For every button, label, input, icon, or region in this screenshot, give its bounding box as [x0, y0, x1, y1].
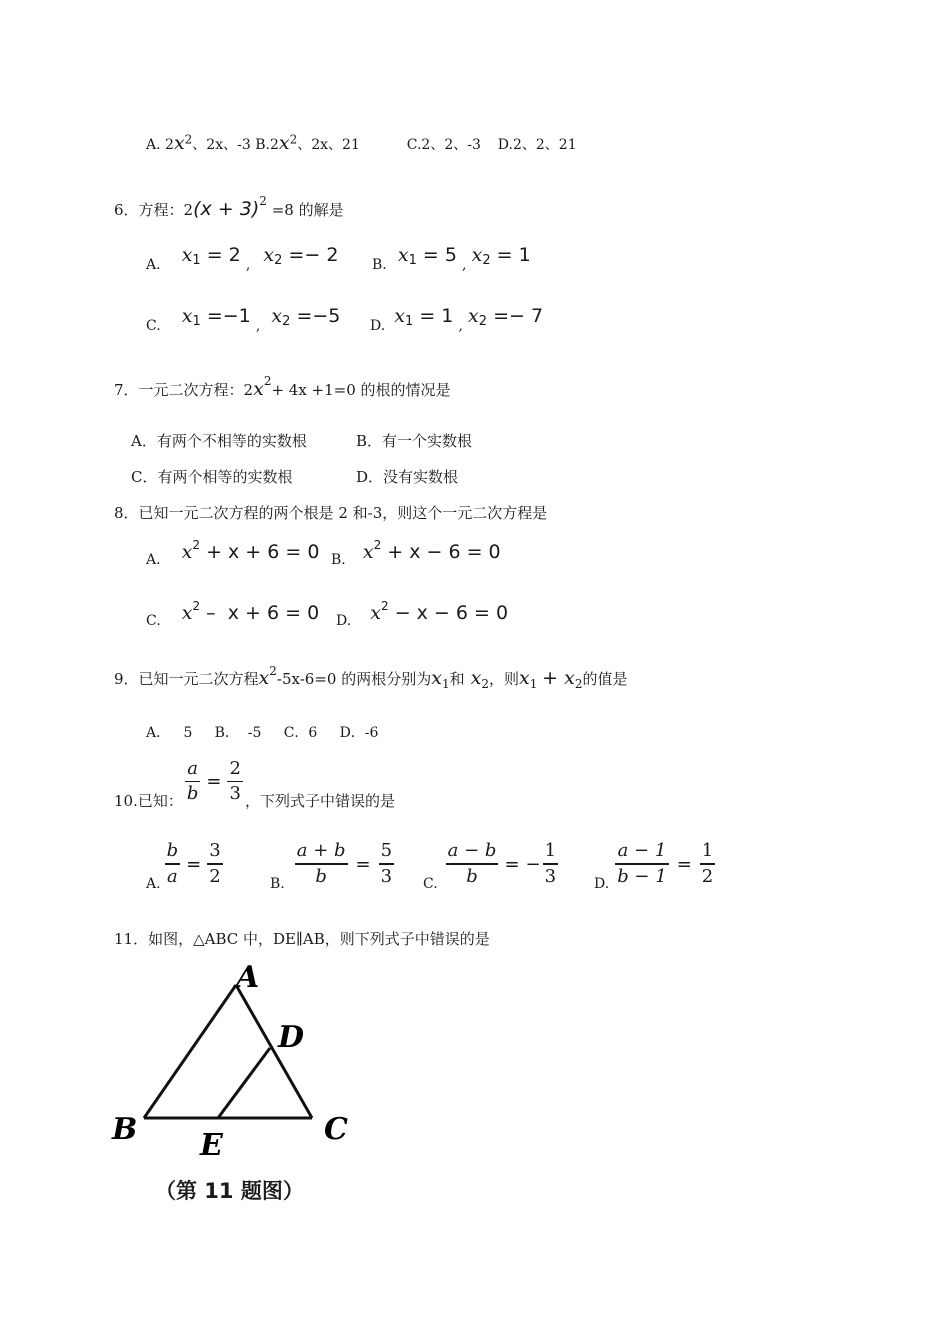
q7-option-a: A．有两个不相等的实数根 — [131, 432, 307, 450]
q10-option-d: D. $\frac{a - 1}{b - 1}$ = $\frac{1}{2}$ — [594, 840, 714, 892]
q10-option-b: B. $\frac{a + b}{b}$ = $\frac{5}{3}$ — [270, 840, 393, 892]
q5-a-label: A. — [146, 137, 161, 153]
segment-de — [218, 1048, 270, 1118]
q5-c-option: C.2、2、-3 — [406, 137, 481, 153]
q6-option-c: C. $x_1 =-1$ , $x_2 =-5$ — [146, 305, 341, 334]
q10-option-a: A. $\frac{b}{a}$ = $\frac{3}{2}$ — [146, 840, 221, 892]
q7-option-c: C．有两个相等的实数根 — [131, 468, 293, 486]
q5-b-label: B. — [255, 137, 270, 153]
q8-option-b: B. $x^2 + x - 6 = 0$ — [331, 538, 501, 568]
label-b: B — [112, 1112, 138, 1147]
q10-option-c: C. $\frac{a - b}{b}$ = − $\frac{1}{3}$ — [423, 840, 557, 892]
q7-option-b: B．有一个实数根 — [356, 432, 473, 450]
q10-given-right: $\frac{2}{3}$ — [229, 757, 241, 805]
label-d: D — [278, 1020, 305, 1055]
q8-stem: 8．已知一元二次方程的两个根是 2 和-3，则这个一元二次方程是 — [114, 504, 548, 522]
q8-option-c: C. $x^2 - x + 6 = 0$ — [146, 599, 320, 629]
q9-options: A． 5 B． -5 C．6 D．-6 — [146, 725, 379, 741]
q6-option-d: D. $x_1 = 1$ , $x_2 =- 7$ — [370, 305, 544, 334]
q5-options: A. $2x^2$、2x、-3 $B.2x^2$、2x、21 C.2、2、-3 D.2、2、21 — [146, 132, 577, 154]
q10-given-left: $\frac{a}{b}$ — [186, 757, 199, 805]
q9-stem: 9．已知一元二次方程$x^2-5x-6=0$ 的两根分别为$x_1$和 $x_2$，则$x_1 + x_2$的值是 — [114, 664, 628, 691]
edge-ab — [144, 985, 236, 1118]
q10-stem: 10.已知： $\frac{a}{b}$ = $\frac{2}{3}$ ，下列式子中错误的是 — [114, 757, 395, 810]
q11-stem: 11．如图，△ABC 中，DE∥AB，则下列式子中错误的是 — [114, 930, 490, 948]
q6-option-a: A. $x_1 = 2$ , $x_2 =- 2$ — [146, 244, 339, 273]
q6-option-b: B. $x_1 = 5$ , $x_2 = 1$ — [372, 244, 531, 273]
label-a: A — [236, 960, 260, 995]
q8-option-d: D. $x^2 - x - 6 = 0$ — [336, 599, 509, 629]
q8-option-a: A. $x^2 + x + 6 = 0$ — [146, 538, 320, 568]
q11-figure-caption: （第 11 题图） — [155, 1179, 304, 1203]
q5-d-option: D.2、2、21 — [497, 137, 577, 153]
q7-option-d: D．没有实数根 — [356, 468, 459, 486]
label-c: C — [324, 1112, 348, 1147]
q7-stem: 7．一元二次方程：$2x^2+ 4x +1=0$ 的根的情况是 — [114, 374, 451, 400]
label-e: E — [200, 1128, 223, 1163]
q6-stem: 6．方程：$2(x + 3)^2 =8$ 的解是 — [114, 194, 344, 220]
